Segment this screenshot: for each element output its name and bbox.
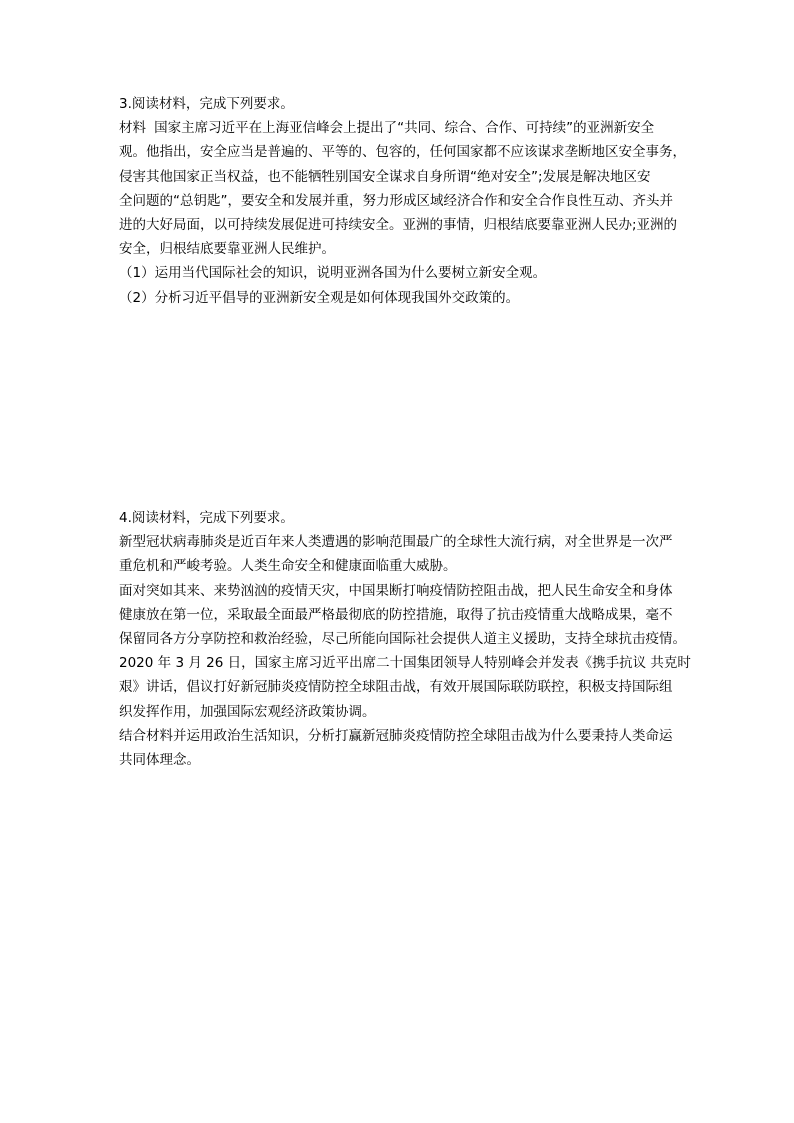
question-3-material: [119, 116, 686, 261]
material-line: 安全，归根结底要靠亚洲人民维护。: [119, 241, 335, 258]
paragraph-line: 重危机和严峻考验。人类生命安全和健康面临重大威胁。: [119, 558, 457, 575]
paragraph-line: 面对突如其来、来势汹汹的疫情天灾，中国果断打响疫情防控阻击战，把人民生命安全和身体: [119, 582, 673, 599]
question-3-sub-1: （1）运用当代国际社会的知识，说明亚洲各国为什么要树立新安全观。: [119, 265, 547, 282]
material-line: 侵害其他国家正当权益，也不能牺牲别国安全谋求自身所谓“绝对安全”;发展是解决地区安: [119, 168, 651, 185]
question-4-heading: 4.阅读材料，完成下列要求。: [119, 510, 294, 526]
material-label: 材料: [119, 120, 146, 137]
material-text: 国家主席习近平在上海亚信峰会上提出了“共同、综合、合作、可持续”的亚洲新安全: [154, 120, 655, 137]
paragraph-line: 艰》讲话，倡议打好新冠肺炎疫情防控全球阻击战，有效开展国际联防联控，积极支持国际组: [119, 679, 673, 696]
question-3-sub-2: （2）分析习近平倡导的亚洲新安全观是如何体现我国外交政策的。: [119, 289, 520, 306]
paragraph-line: 织发挥作用，加强国际宏观经济政策协调。: [119, 703, 376, 720]
material-line: 观。他指出，安全应当是普遍的、平等的、包容的，任何国家都不应该谋求垄断地区安全事务，: [119, 144, 686, 161]
question-3: [119, 92, 686, 310]
material-line: [119, 116, 681, 140]
prompt-line: 结合材料并运用政治生活知识，分析打赢新冠肺炎疫情防控全球阻击战为什么要秉持人类命运: [119, 727, 673, 744]
question-4: [119, 506, 691, 772]
question-4-paragraph-2: [119, 579, 691, 724]
paragraph-line: 保留同各方分享防控和救治经验，尽己所能向国际社会提供人道主义援助，支持全球抗击疫情。: [119, 630, 686, 647]
material-line: 全问题的“总钥匙”，要安全和发展并重，努力形成区域经济合作和安全合作良性互动、齐头并: [119, 192, 673, 209]
prompt-line: 共同体理念。: [119, 751, 200, 768]
question-4-paragraph-1: [119, 530, 681, 578]
paragraph-line: 健康放在第一位，采取最全面最严格最彻底的防控措施，取得了抗击疫情重大战略成果，毫不: [119, 606, 673, 623]
paragraph-line: 新型冠状病毒肺炎是近百年来人类遭遇的影响范围最广的全球性大流行病，对全世界是一次严: [119, 534, 673, 551]
material-line: 进的大好局面，以可持续发展促进可持续安全。亚洲的事情，归根结底要靠亚洲人民办;亚洲的: [119, 216, 678, 233]
question-4-prompt: [119, 724, 681, 772]
paragraph-line: 2020 年 3 月 26 日，国家主席习近平出席二十国集团领导人特别峰会并发表《携手抗议 共克时: [119, 655, 691, 672]
question-3-heading: 3.阅读材料，完成下列要求。: [119, 96, 294, 112]
